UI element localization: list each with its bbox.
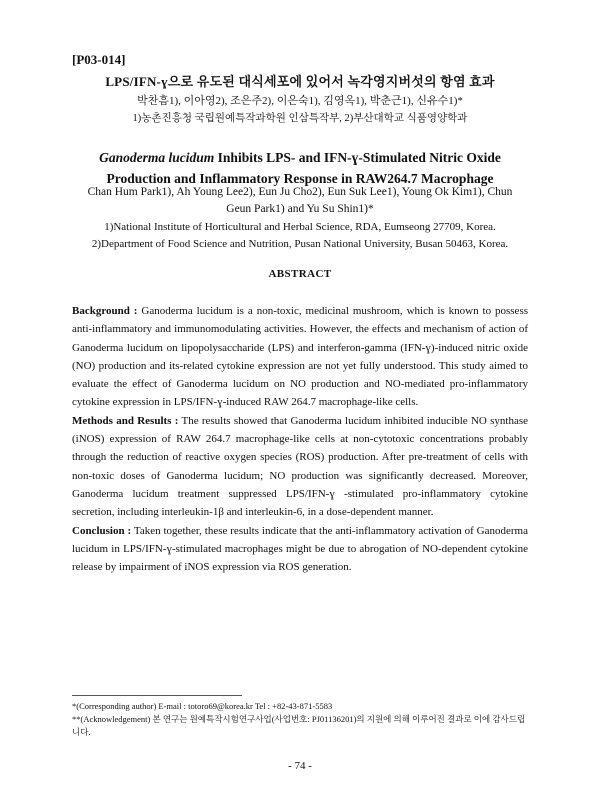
english-authors: Chan Hum Park1), Ah Young Lee2), Eun Ju Cho2), Eun Suk Lee1), Young Ok Kim1), Chun Geun Park1) and Yu Su Shin1)* <box>87 186 513 215</box>
english-title-line-1-rest: Inhibits LPS- and IFN-ɣ-Stimulated Nitric Oxide <box>214 150 501 165</box>
abstract-conclusion <box>72 522 528 577</box>
english-affiliations <box>0 219 600 253</box>
conclusion-label: Conclusion : <box>72 524 132 537</box>
abstract-methods <box>72 412 528 522</box>
methods-text: The results showed that Ganoderma lucidum inhibited inducible NO synthase (iNOS) expression of RAW 264.7 macrophage-like cells at non-cytotoxic concentrations probably through the reduction of reactive oxygen species (ROS) production. After pre-treatment of cells with non-toxic doses of Ganoderma lucidum; NO production was significantly decreased. Moreover, Ganoderma lucidum treatment suppressed LPS/IFN-ɣ -stimulated pro-inflammatory cytokine secretion, including interleukin-1β and interleukin-6, in a dose-dependent manner. <box>72 414 528 519</box>
abstract-heading: ABSTRACT <box>268 268 332 280</box>
korean-title: LPS/IFN-ɣ으로 유도된 대식세포에 있어서 녹각영지버섯의 항염 효과 <box>105 74 495 89</box>
poster-code: [P03-014] <box>72 52 126 67</box>
page-number: - 74 - <box>288 760 312 772</box>
footnote-acknowledgement: **(Acknowledgement) 본 연구는 원예특작시험연구사업(사업번호: PJ01136201)의 지원에 의해 이루어진 결과로 이에 감사드립니다. <box>72 714 526 737</box>
english-title-species: Ganoderma lucidum <box>99 150 215 165</box>
english-affiliation-1: 1)National Institute of Horticultural and Herbal Science, RDA, Eumseong 27709, Korea. <box>104 221 496 233</box>
korean-affiliation: 1)농촌진흥청 국립원예특작과학원 인삼특작부, 2)부산대학교 식품영양학과 <box>132 113 468 124</box>
background-text: Ganoderma lucidum is a non-toxic, medicinal mushroom, which is known to possess anti-inflammatory and immunomodulating activities. However, the effects and mechanism of action of Ganoderma lucidum on lipopolysaccharide (LPS) and interferon-gamma (IFN-ɣ)-induced nitric oxide (NO) production and its-related cytokine expression are not yet fully understood. This study aimed to evaluate the effect of Ganoderma lucidum on NO production and NO-mediated pro-inflammatory cytokine expression in LPS/IFN-ɣ-induced RAW 264.7 macrophage-like cells. <box>72 305 529 409</box>
footnote-corresponding: *(Corresponding author) E-mail : totoro69@korea.kr Tel : +82-43-871-5583 <box>72 701 333 711</box>
english-title-line-2: Production and Inflammatory Response in RAW264.7 Macrophage <box>106 171 494 186</box>
footnote-divider <box>72 695 242 696</box>
english-affiliation-2: 2)Department of Food Science and Nutrition, Pusan National University, Busan 50463, Korea. <box>91 238 509 250</box>
conclusion-text: Taken together, these results indicate that the anti-inflammatory activation of Ganoderma lucidum in LPS/IFN-ɣ-stimulated macrophages might be due to abrogation of NO-dependent cytokine release by impairment of iNOS expression via ROS generation. <box>72 524 528 574</box>
abstract-background <box>72 302 528 412</box>
background-label: Background : <box>72 305 138 317</box>
footnotes <box>72 700 528 739</box>
methods-label: Methods and Results : <box>72 414 179 427</box>
korean-authors: 박찬흠1), 이아영2), 조은주2), 이은숙1), 김영옥1), 박춘근1), 신유수1)* <box>137 95 463 107</box>
english-title-line-1 <box>0 147 600 168</box>
english-title <box>0 147 600 189</box>
abstract-body <box>72 302 528 576</box>
